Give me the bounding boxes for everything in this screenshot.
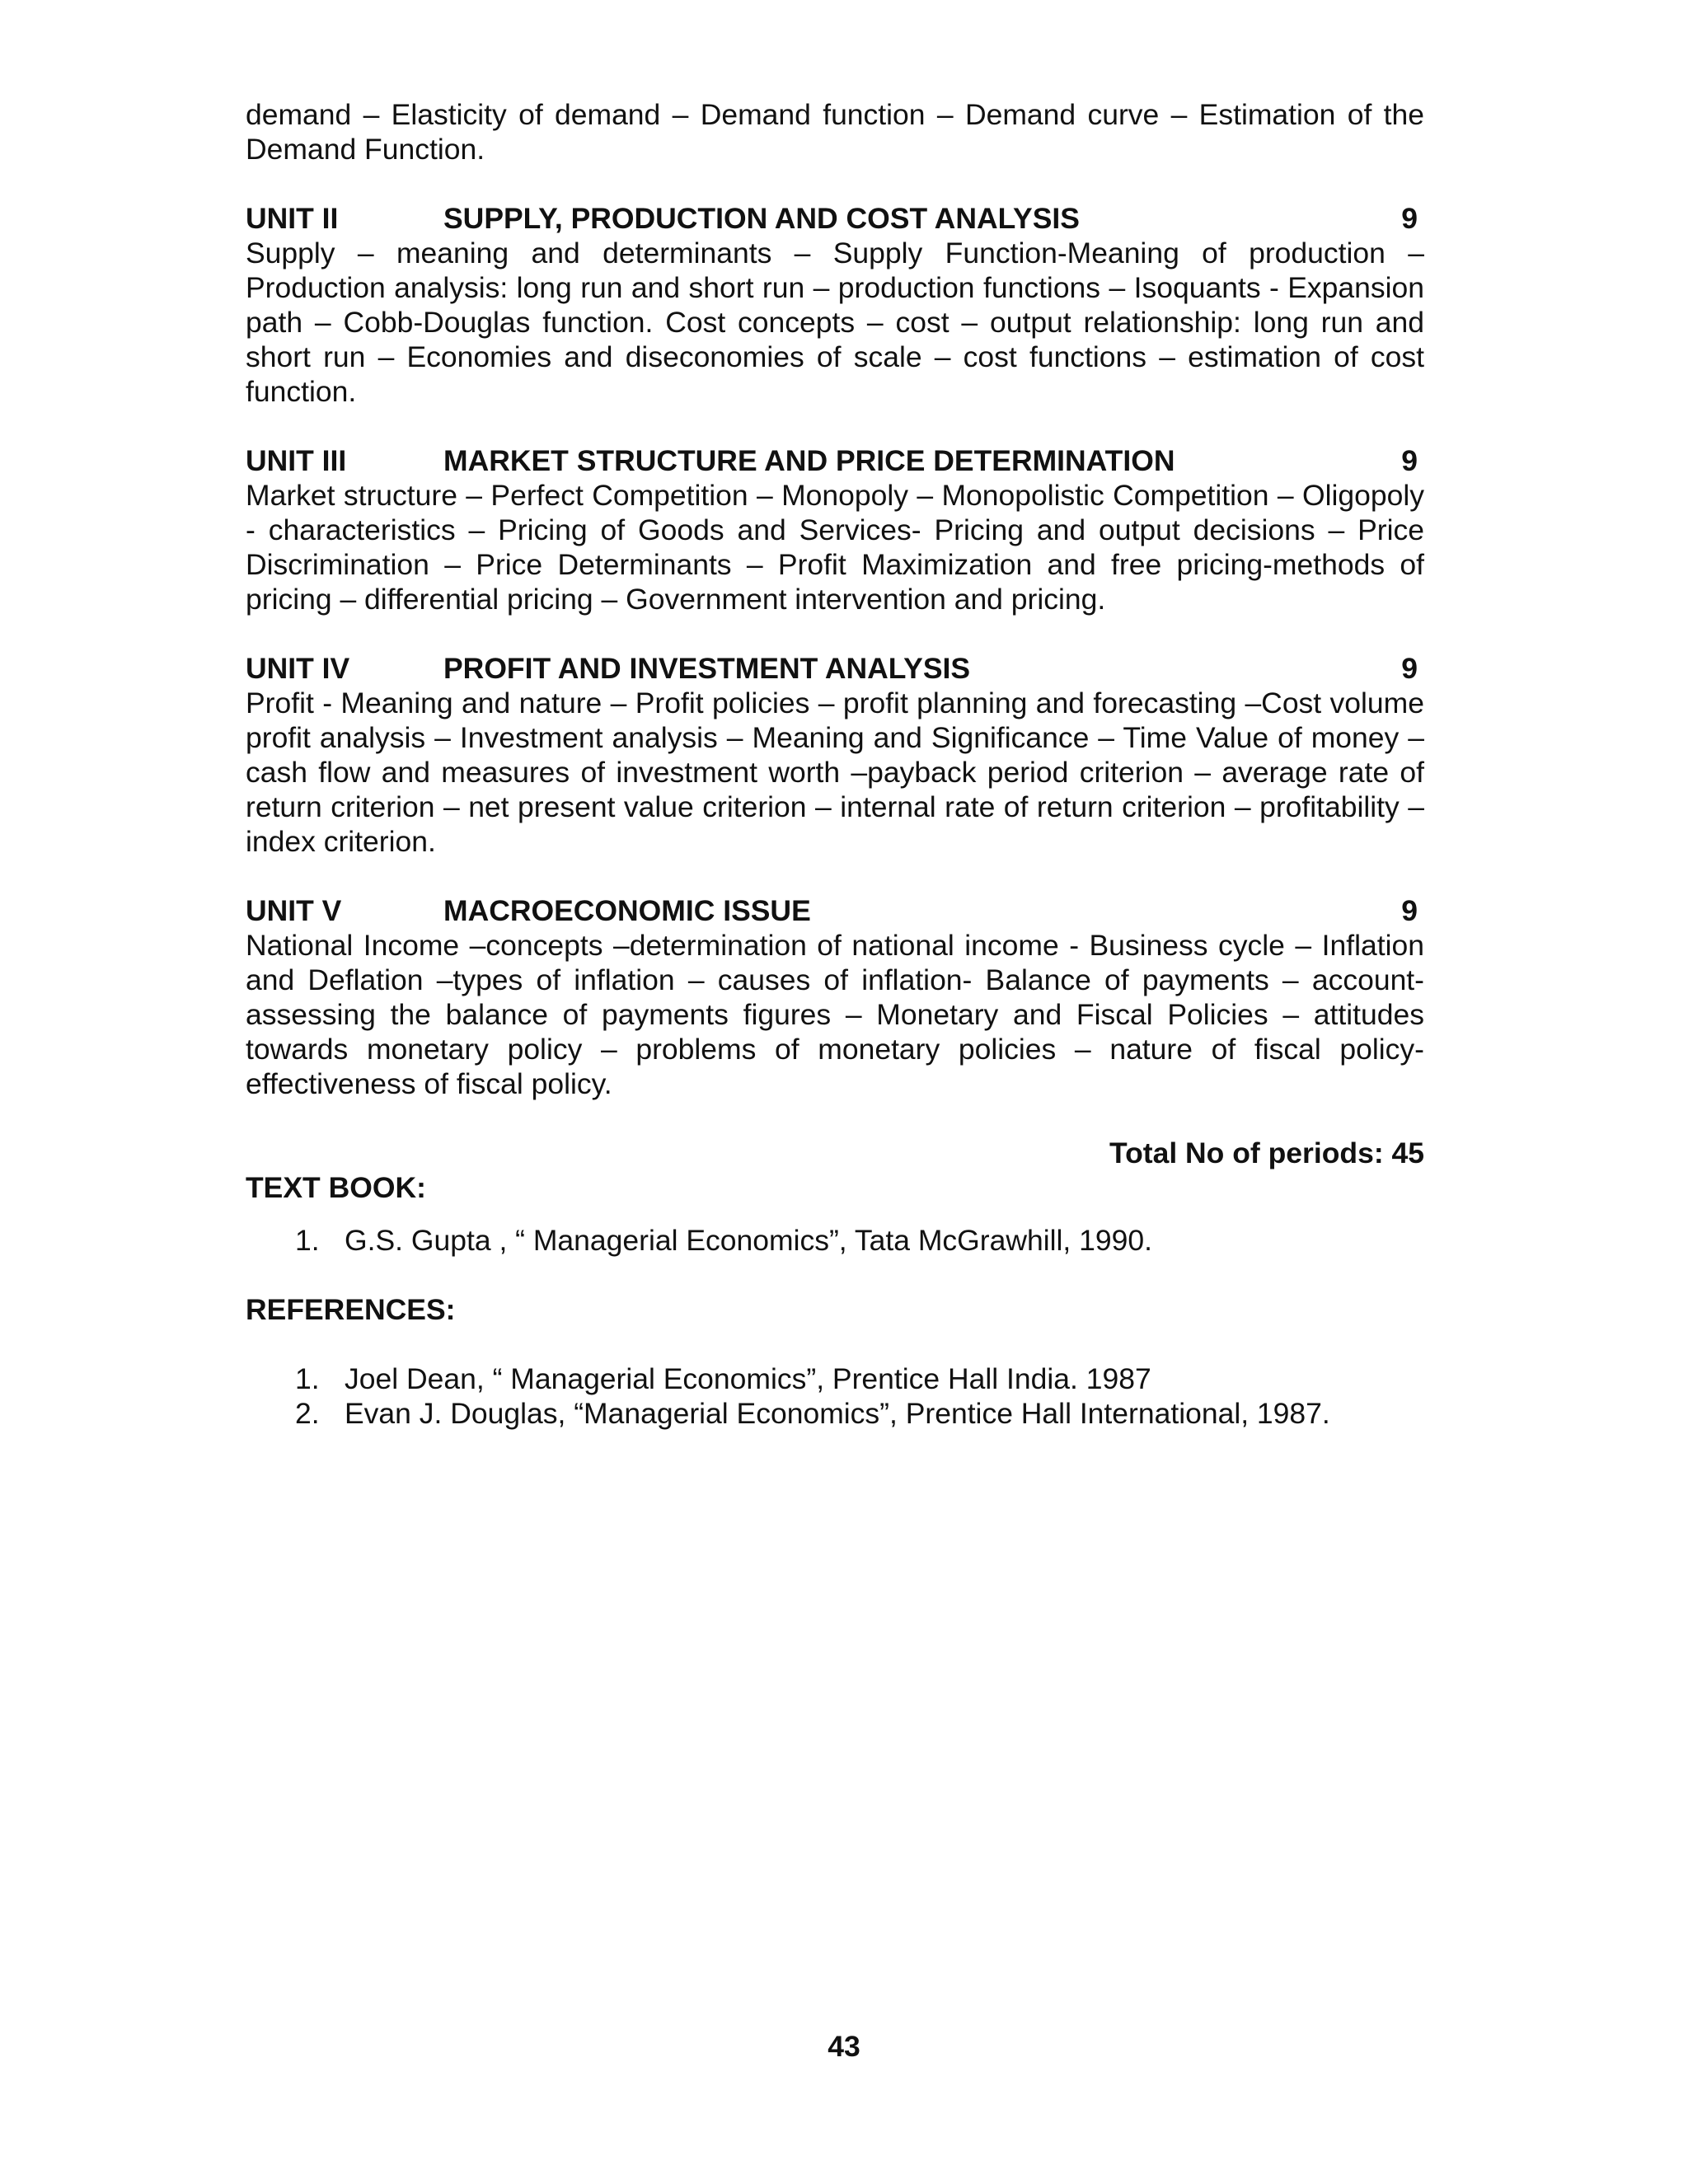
unit-hours: 9: [1401, 444, 1418, 477]
unit-5-heading: [246, 893, 1424, 928]
unit-3-body: Market structure – Perfect Competition – Monopoly – Monopolistic Competition – Oligopoly - characteristics – Pricing of Goods and Services- Pricing and output decisions – Price Discrimination – Price Determinants – Profit Maximization and free pricing-methods of pricing – differential pricing – Government intervention and pricing.: [246, 479, 1424, 616]
list-item-number: 2.: [295, 1397, 320, 1430]
unit-title: SUPPLY, PRODUCTION AND COST ANALYSIS: [443, 202, 1080, 235]
list-item: [246, 1361, 1424, 1396]
unit-4-body: Profit - Meaning and nature – Profit policies – profit planning and forecasting –Cost volume profit analysis – Investment analysis – Meaning and Significance – Time Value of money – cash flow and measures of investment worth –payback period criterion – average rate of return criterion – net present value criterion – internal rate of return criterion – profitability – index criterion.: [246, 687, 1424, 858]
unit-label: UNIT II: [246, 202, 339, 235]
list-item-number: 1.: [295, 1224, 320, 1257]
unit-5-body: National Income –concepts –determination of national income - Business cycle – Inflation and Deflation –types of inflation – causes of inflation- Balance of payments – account- assessing the balance of payments figures – Monetary and Fiscal Policies – attitudes towards monetary policy – problems of monetary policies – nature of fiscal policy- effectiveness of fiscal policy.: [246, 929, 1424, 1100]
references-heading: REFERENCES:: [246, 1293, 456, 1326]
unit-2-heading: [246, 201, 1424, 236]
list-item-text: Joel Dean, “ Managerial Economics”, Prentice Hall India. 1987: [345, 1362, 1151, 1395]
unit-title: PROFIT AND INVESTMENT ANALYSIS: [443, 652, 971, 685]
unit-hours: 9: [1401, 202, 1418, 235]
list-item-number: 1.: [295, 1362, 320, 1395]
list-item-text: G.S. Gupta , “ Managerial Economics”, Tata McGrawhill, 1990.: [345, 1224, 1152, 1257]
list-item: [246, 1396, 1424, 1431]
references-list: [246, 1361, 1424, 1431]
unit-title: MACROECONOMIC ISSUE: [443, 894, 811, 927]
unit-3: [246, 443, 1424, 616]
textbook-list: [246, 1223, 1424, 1258]
intro-paragraph: demand – Elasticity of demand – Demand function – Demand curve – Estimation of the Demand Function.: [246, 98, 1424, 166]
unit-2: [246, 201, 1424, 409]
list-item-text: Evan J. Douglas, “Managerial Economics”, Prentice Hall International, 1987.: [345, 1397, 1330, 1430]
unit-label: UNIT IV: [246, 652, 350, 685]
unit-title: MARKET STRUCTURE AND PRICE DETERMINATION: [443, 444, 1175, 477]
unit-hours: 9: [1401, 894, 1418, 927]
unit-2-body: Supply – meaning and determinants – Supply Function-Meaning of production – Production analysis: long run and short run – production functions – Isoquants - Expansion path – Cobb-Douglas function. Cost concepts – cost – output relationship: long run and short run – Economies and diseconomies of scale – cost functions – estimation of cost function.: [246, 237, 1424, 408]
textbook-heading: TEXT BOOK:: [246, 1171, 426, 1204]
unit-label: UNIT III: [246, 444, 347, 477]
unit-hours: 9: [1401, 652, 1418, 685]
total-periods: Total No of periods: 45: [1109, 1137, 1424, 1169]
unit-label: UNIT V: [246, 894, 342, 927]
unit-5: [246, 893, 1424, 1101]
unit-4: [246, 651, 1424, 859]
unit-3-heading: [246, 443, 1424, 478]
document-page: [246, 97, 1424, 1431]
unit-4-heading: [246, 651, 1424, 686]
list-item: [246, 1223, 1424, 1258]
page-number: 43: [828, 2030, 860, 2063]
